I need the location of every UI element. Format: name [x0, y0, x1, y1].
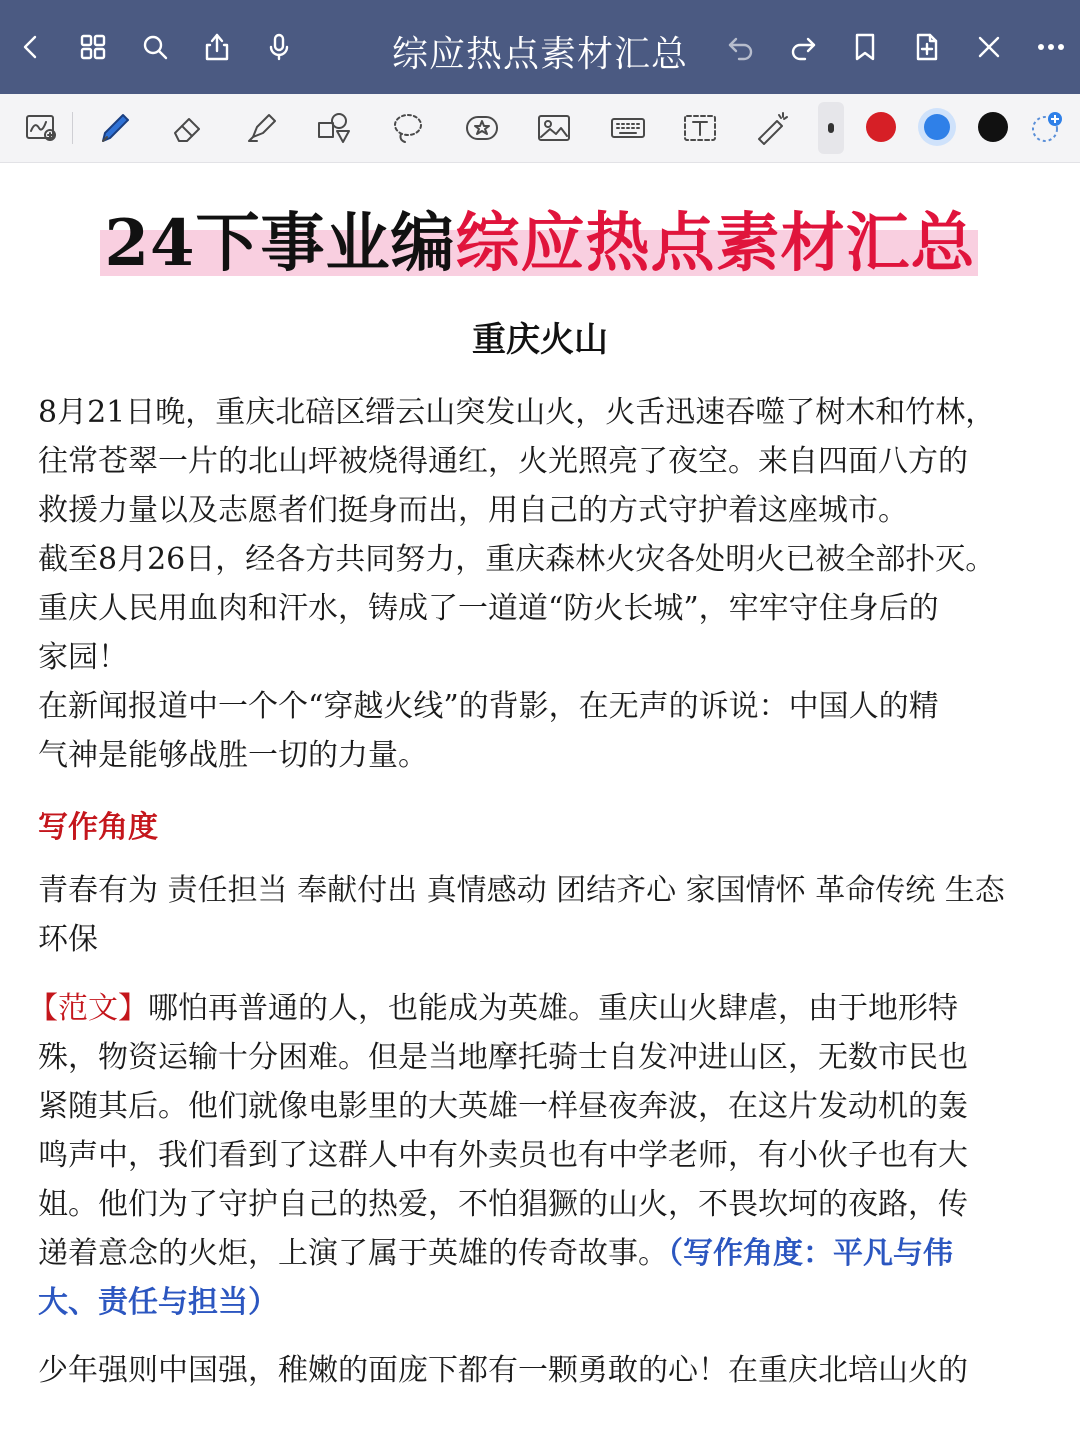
- share-icon[interactable]: [200, 30, 234, 64]
- headline-black: 24下事业编: [104, 206, 456, 281]
- intro-line: 重庆人民用血肉和汗水，铸成了一道道“防火长城”，牢牢守住身后的: [38, 591, 939, 626]
- intro-line: 家园！: [38, 640, 128, 675]
- grid-icon[interactable]: [76, 30, 110, 64]
- sample-line: [28, 984, 1042, 1033]
- intro-line: 往常苍翠一片的北山坪被烧得通红，火光照亮了夜空。来自四面八方的: [38, 444, 968, 479]
- keyword-line: 环保: [38, 922, 98, 957]
- next-paragraph: [38, 1346, 1042, 1395]
- sample-line-text: 递着意念的火炬，上演了属于英雄的传奇故事。: [38, 1236, 668, 1271]
- toolbar-drag-handle[interactable]: [818, 102, 844, 154]
- sticker-icon[interactable]: [462, 108, 502, 148]
- toolbar-divider: [72, 112, 73, 144]
- headline: [0, 192, 1080, 284]
- pen-icon[interactable]: [94, 108, 134, 148]
- sample-line: 紧随其后。他们就像电影里的大英雄一样昼夜奔波，在这片发动机的轰: [38, 1089, 968, 1124]
- keyword-line: 青春有为 责任担当 奉献付出 真情感动 团结齐心 家国情怀 革命传统 生态: [38, 873, 1005, 908]
- intro-line: 截至8月26日，经各方共同努力，重庆森林火灾各处明火已被全部扑灭。: [38, 542, 996, 577]
- intro-line: 在新闻报道中一个个“穿越火线”的背影，在无声的诉说：中国人的精: [38, 689, 939, 724]
- more-icon[interactable]: [1034, 30, 1068, 64]
- sample-essay-paragraph: [28, 984, 1042, 1327]
- text-box-icon[interactable]: [680, 108, 720, 148]
- sample-line-text: 哪怕再普通的人，也能成为英雄。重庆山火肆虐，由于地形特: [148, 991, 958, 1026]
- writing-angle-heading: 写作角度: [38, 810, 158, 845]
- sample-line: 鸣声中，我们看到了这群人中有外卖员也有中学老师，有小伙子也有大: [38, 1138, 968, 1173]
- document-page: [0, 162, 1080, 1440]
- intro-line: 8月21日晚，重庆北碚区缙云山突发山火，火舌迅速吞噬了树木和竹林，: [38, 395, 996, 430]
- keyboard-icon[interactable]: [608, 108, 648, 148]
- sample-tag: 【范文】: [28, 991, 148, 1026]
- color-swatch-blue: [924, 114, 950, 140]
- writing-angle-keywords: [38, 866, 1042, 964]
- back-icon[interactable]: [14, 30, 48, 64]
- bookmark-icon[interactable]: [848, 30, 882, 64]
- headline-red: 综应热点素材汇总: [455, 206, 976, 281]
- image-zoom-icon[interactable]: [22, 108, 62, 148]
- add-page-icon[interactable]: [910, 30, 944, 64]
- microphone-icon[interactable]: [262, 30, 296, 64]
- redo-icon[interactable]: [786, 30, 820, 64]
- sample-angle-note-cont: 大、责任与担当）: [38, 1285, 278, 1320]
- image-icon[interactable]: [534, 108, 574, 148]
- shapes-icon[interactable]: [314, 108, 354, 148]
- color-swatch-blue-selected[interactable]: [918, 108, 956, 146]
- search-icon[interactable]: [138, 30, 172, 64]
- add-color-icon[interactable]: [1030, 110, 1064, 144]
- laser-pointer-icon[interactable]: [752, 108, 792, 148]
- section-subtitle: 重庆火山: [472, 320, 608, 360]
- undo-icon[interactable]: [724, 30, 758, 64]
- highlighter-icon[interactable]: [242, 108, 282, 148]
- document-title: 综应热点素材汇总: [391, 34, 688, 75]
- title-bar: [0, 0, 1080, 94]
- intro-paragraph: [38, 388, 1042, 780]
- eraser-icon[interactable]: [168, 108, 208, 148]
- sample-line: 殊，物资运输十分困难。但是当地摩托骑士自发冲进山区，无数市民也: [38, 1040, 968, 1075]
- color-swatch-red[interactable]: [866, 112, 896, 142]
- sample-angle-note: （写作角度：平凡与伟: [668, 1236, 953, 1271]
- sample-line: 姐。他们为了守护自己的热爱，不怕猖獗的山火，不畏坎坷的夜路，传: [38, 1187, 968, 1222]
- color-swatch-black[interactable]: [978, 112, 1008, 142]
- sample-line: [38, 1229, 1042, 1278]
- close-icon[interactable]: [972, 30, 1006, 64]
- lasso-icon[interactable]: [388, 108, 428, 148]
- intro-line: 气神是能够战胜一切的力量。: [38, 738, 428, 773]
- intro-line: 救援力量以及志愿者们挺身而出，用自己的方式守护着这座城市。: [38, 493, 908, 528]
- next-line: 少年强则中国强，稚嫩的面庞下都有一颗勇敢的心！在重庆北培山火的: [38, 1353, 968, 1388]
